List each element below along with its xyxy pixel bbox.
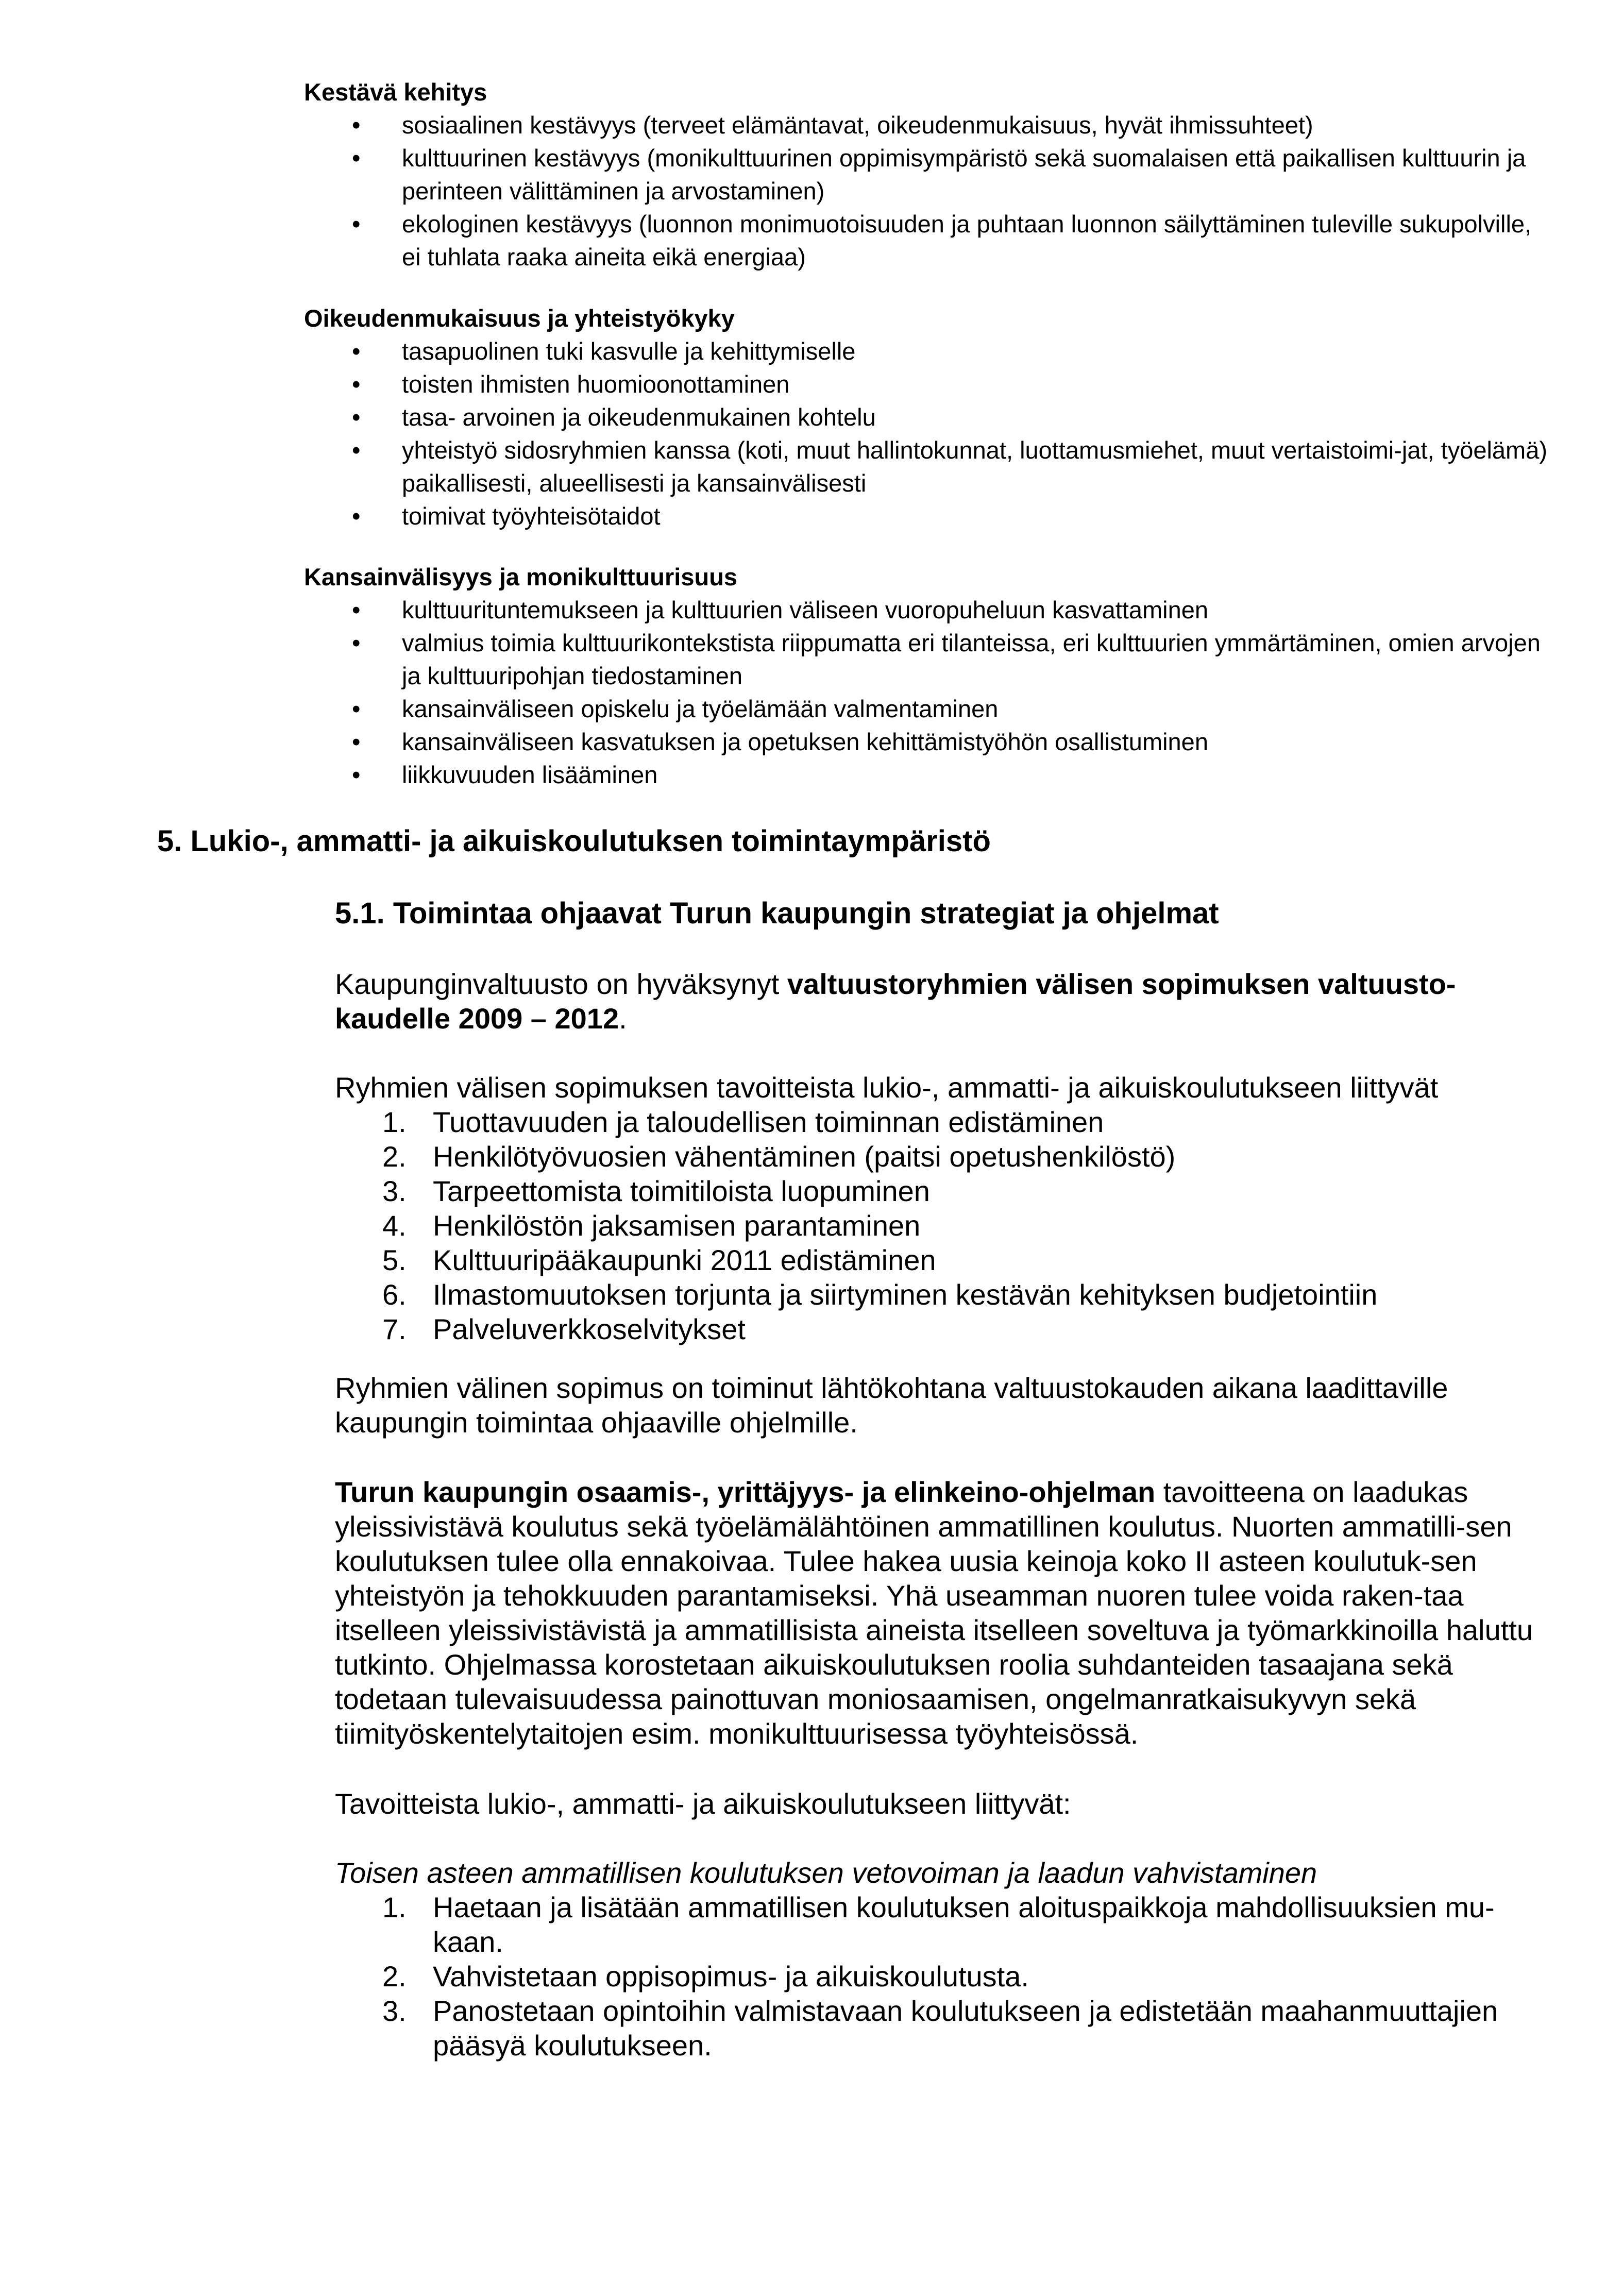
paragraph-bold-text: Turun kaupungin osaamis-, yrittäjyys- ja elinkeino-ohjelman: [335, 1476, 1156, 1508]
list-item: • toimivat työyhteisötaidot: [304, 500, 1551, 533]
list-text: Henkilötyövuosien vähentäminen (paitsi opetushenkilöstö): [433, 1140, 1176, 1173]
list-text: Vahvistetaan oppisopimus- ja aikuiskoulutusta.: [433, 1960, 1029, 1993]
paragraph-tavoitteista: Tavoitteista lukio-, ammatti- ja aikuiskoulutukseen liittyvät:: [335, 1787, 1071, 1820]
paragraph-end: .: [619, 1002, 627, 1035]
list-number: 1.: [382, 1106, 407, 1138]
paragraph-text: Kaupunginvaltuusto on hyväksynyt: [335, 968, 787, 1000]
numbered-list-tavoitteet: [335, 1105, 1561, 1346]
bullet-list-kansainvalisyys: [304, 594, 1551, 791]
list-number: 3.: [382, 1995, 407, 2027]
list-item: [335, 1139, 1561, 1174]
list-number: 1.: [382, 1891, 407, 1923]
list-text: Henkilöstön jaksamisen parantaminen: [433, 1209, 921, 1242]
list-number: 2.: [382, 1960, 407, 1993]
list-item: [335, 1105, 1561, 1139]
chapter-heading: 5. Lukio-, ammatti- ja aikuiskoulutuksen toimintaympäristö: [157, 824, 991, 858]
list-text: Haetaan ja lisätään ammatillisen koulutuksen aloituspaikkoja mahdollisuuksien mu-kaan.: [433, 1891, 1495, 1958]
list-number: 5.: [382, 1244, 407, 1276]
list-text: Ilmastomuutoksen torjunta ja siirtyminen kestävän kehityksen budjetointiin: [433, 1278, 1378, 1311]
list-text: Panostetaan opintoihin valmistavaan koulutukseen ja edistetään maahanmuuttajien pääsyä koulutukseen.: [433, 1995, 1498, 2062]
list-item: • valmius toimia kulttuurikontekstista riippumatta eri tilanteissa, eri kulttuurien ymmärtäminen, omien arvojen ja kulttuuripohjan tiedostaminen: [304, 627, 1551, 693]
section-heading-oikeudenmukaisuus: Oikeudenmukaisuus ja yhteistyökyky: [304, 305, 735, 332]
bullet-list-kestava: [304, 109, 1551, 274]
list-item: [335, 1174, 1561, 1208]
list-item: • liikkuvuuden lisääminen: [304, 758, 1551, 791]
bullet-list-oikeudenmukaisuus: [304, 335, 1551, 533]
paragraph-lahtokohta: Ryhmien välinen sopimus on toiminut lähtökohtana valtuustokauden aikana laadittaville kaupungin toimintaa ohjaaville ohjelmille.: [335, 1372, 1448, 1439]
list-item: [335, 1243, 1561, 1277]
section-heading-kestava: Kestävä kehitys: [304, 78, 487, 106]
list-number: 6.: [382, 1278, 407, 1311]
list-item: • tasapuolinen tuki kasvulle ja kehittymiselle: [304, 335, 1551, 368]
list-item: [335, 1890, 1561, 1959]
list-item: • ekologinen kestävyys (luonnon monimuotoisuuden ja puhtaan luonnon säilyttäminen tuleville sukupolville, ei tuhlata raaka aineita eikä energiaa): [304, 208, 1551, 274]
list-item: [335, 1312, 1561, 1346]
numbered-list-ammatillinen: [335, 1890, 1561, 2063]
list-item: • kansainväliseen opiskelu ja työelämään valmentaminen: [304, 693, 1551, 725]
list-text: Palveluverkkoselvitykset: [433, 1313, 746, 1345]
list-item: [335, 1277, 1561, 1312]
list-item: [335, 1994, 1561, 2063]
paragraph-bold-text: valtuustoryhmien välisen sopimuksen valtuusto-kaudelle 2009 – 2012: [335, 968, 1456, 1035]
list-number: 7.: [382, 1313, 407, 1345]
section-heading-kansainvalisyys: Kansainvälisyys ja monikulttuurisuus: [304, 563, 738, 590]
italic-text: Toisen asteen ammatillisen koulutuksen vetovoiman ja laadun vahvistaminen: [335, 1856, 1317, 1889]
list-item: • toisten ihmisten huomioonottaminen: [304, 368, 1551, 401]
list-item: • tasa- arvoinen ja oikeudenmukainen kohtelu: [304, 401, 1551, 434]
list-text: Tarpeettomista toimitiloista luopuminen: [433, 1175, 930, 1207]
list-item: • yhteistyö sidosryhmien kanssa (koti, muut hallintokunnat, luottamusmiehet, muut vertaistoimi-jat, työelämä) paikallisesti, alueellisesti ja kansainvälisesti: [304, 434, 1551, 500]
list-item: • sosiaalinen kestävyys (terveet elämäntavat, oikeudenmukaisuus, hyvät ihmissuhteet): [304, 109, 1551, 142]
paragraph-text: tavoitteena on laadukas yleissivistävä koulutus sekä työelämälähtöinen ammatillinen koulutus. Nuorten ammatilli-sen koulutuksen tulee olla ennakoivaa. Tulee hakea uusia keinoja koko II asteen koulutuk-sen yhteistyön ja tehokkuuden parantamiseksi. Yhä useamman nuoren tulee voida raken-taa itselleen yleissivistävistä ja ammatillisista aineista itselleen soveltuva ja työmarkkinoilla haluttu tutkinto. Ohjelmassa korostetaan aikuiskoulutuksen roolia suhdanteiden tasaajana sekä todetaan tulevaisuudessa painottuvan moniosaamisen, ongelmanratkaisukyvyn sekä tiimityöskentelytaitojen esim. monikulttuurisessa työyhteisössä.: [335, 1476, 1533, 1750]
list-number: 3.: [382, 1175, 407, 1207]
list-item: • kansainväliseen kasvatuksen ja opetuksen kehittämistyöhön osallistuminen: [304, 725, 1551, 758]
list-number: 4.: [382, 1209, 407, 1242]
paragraph-osaamisohjelma: [335, 1475, 1551, 1751]
paragraph-ryhmien-tavoitteet: Ryhmien välisen sopimuksen tavoitteista lukio-, ammatti- ja aikuiskoulutukseen liittyvät: [335, 1071, 1439, 1104]
list-text: Tuottavuuden ja taloudellisen toiminnan edistäminen: [433, 1106, 1104, 1138]
paragraph-valtuusto: [335, 967, 1551, 1036]
list-item: • kulttuurituntemukseen ja kulttuurien väliseen vuoropuheluun kasvattaminen: [304, 594, 1551, 627]
list-item: • kulttuurinen kestävyys (monikulttuurinen oppimisympäristö sekä suomalaisen että paikallisen kulttuurin ja perinteen välittäminen ja arvostaminen): [304, 142, 1551, 208]
section-heading-5-1: 5.1. Toimintaa ohjaavat Turun kaupungin strategiat ja ohjelmat: [335, 897, 1219, 930]
list-item: [335, 1208, 1561, 1243]
list-number: 2.: [382, 1140, 407, 1173]
list-text: Kulttuuripääkaupunki 2011 edistäminen: [433, 1244, 936, 1276]
italic-subheading: [335, 1855, 1551, 1890]
list-item: [335, 1959, 1561, 1994]
